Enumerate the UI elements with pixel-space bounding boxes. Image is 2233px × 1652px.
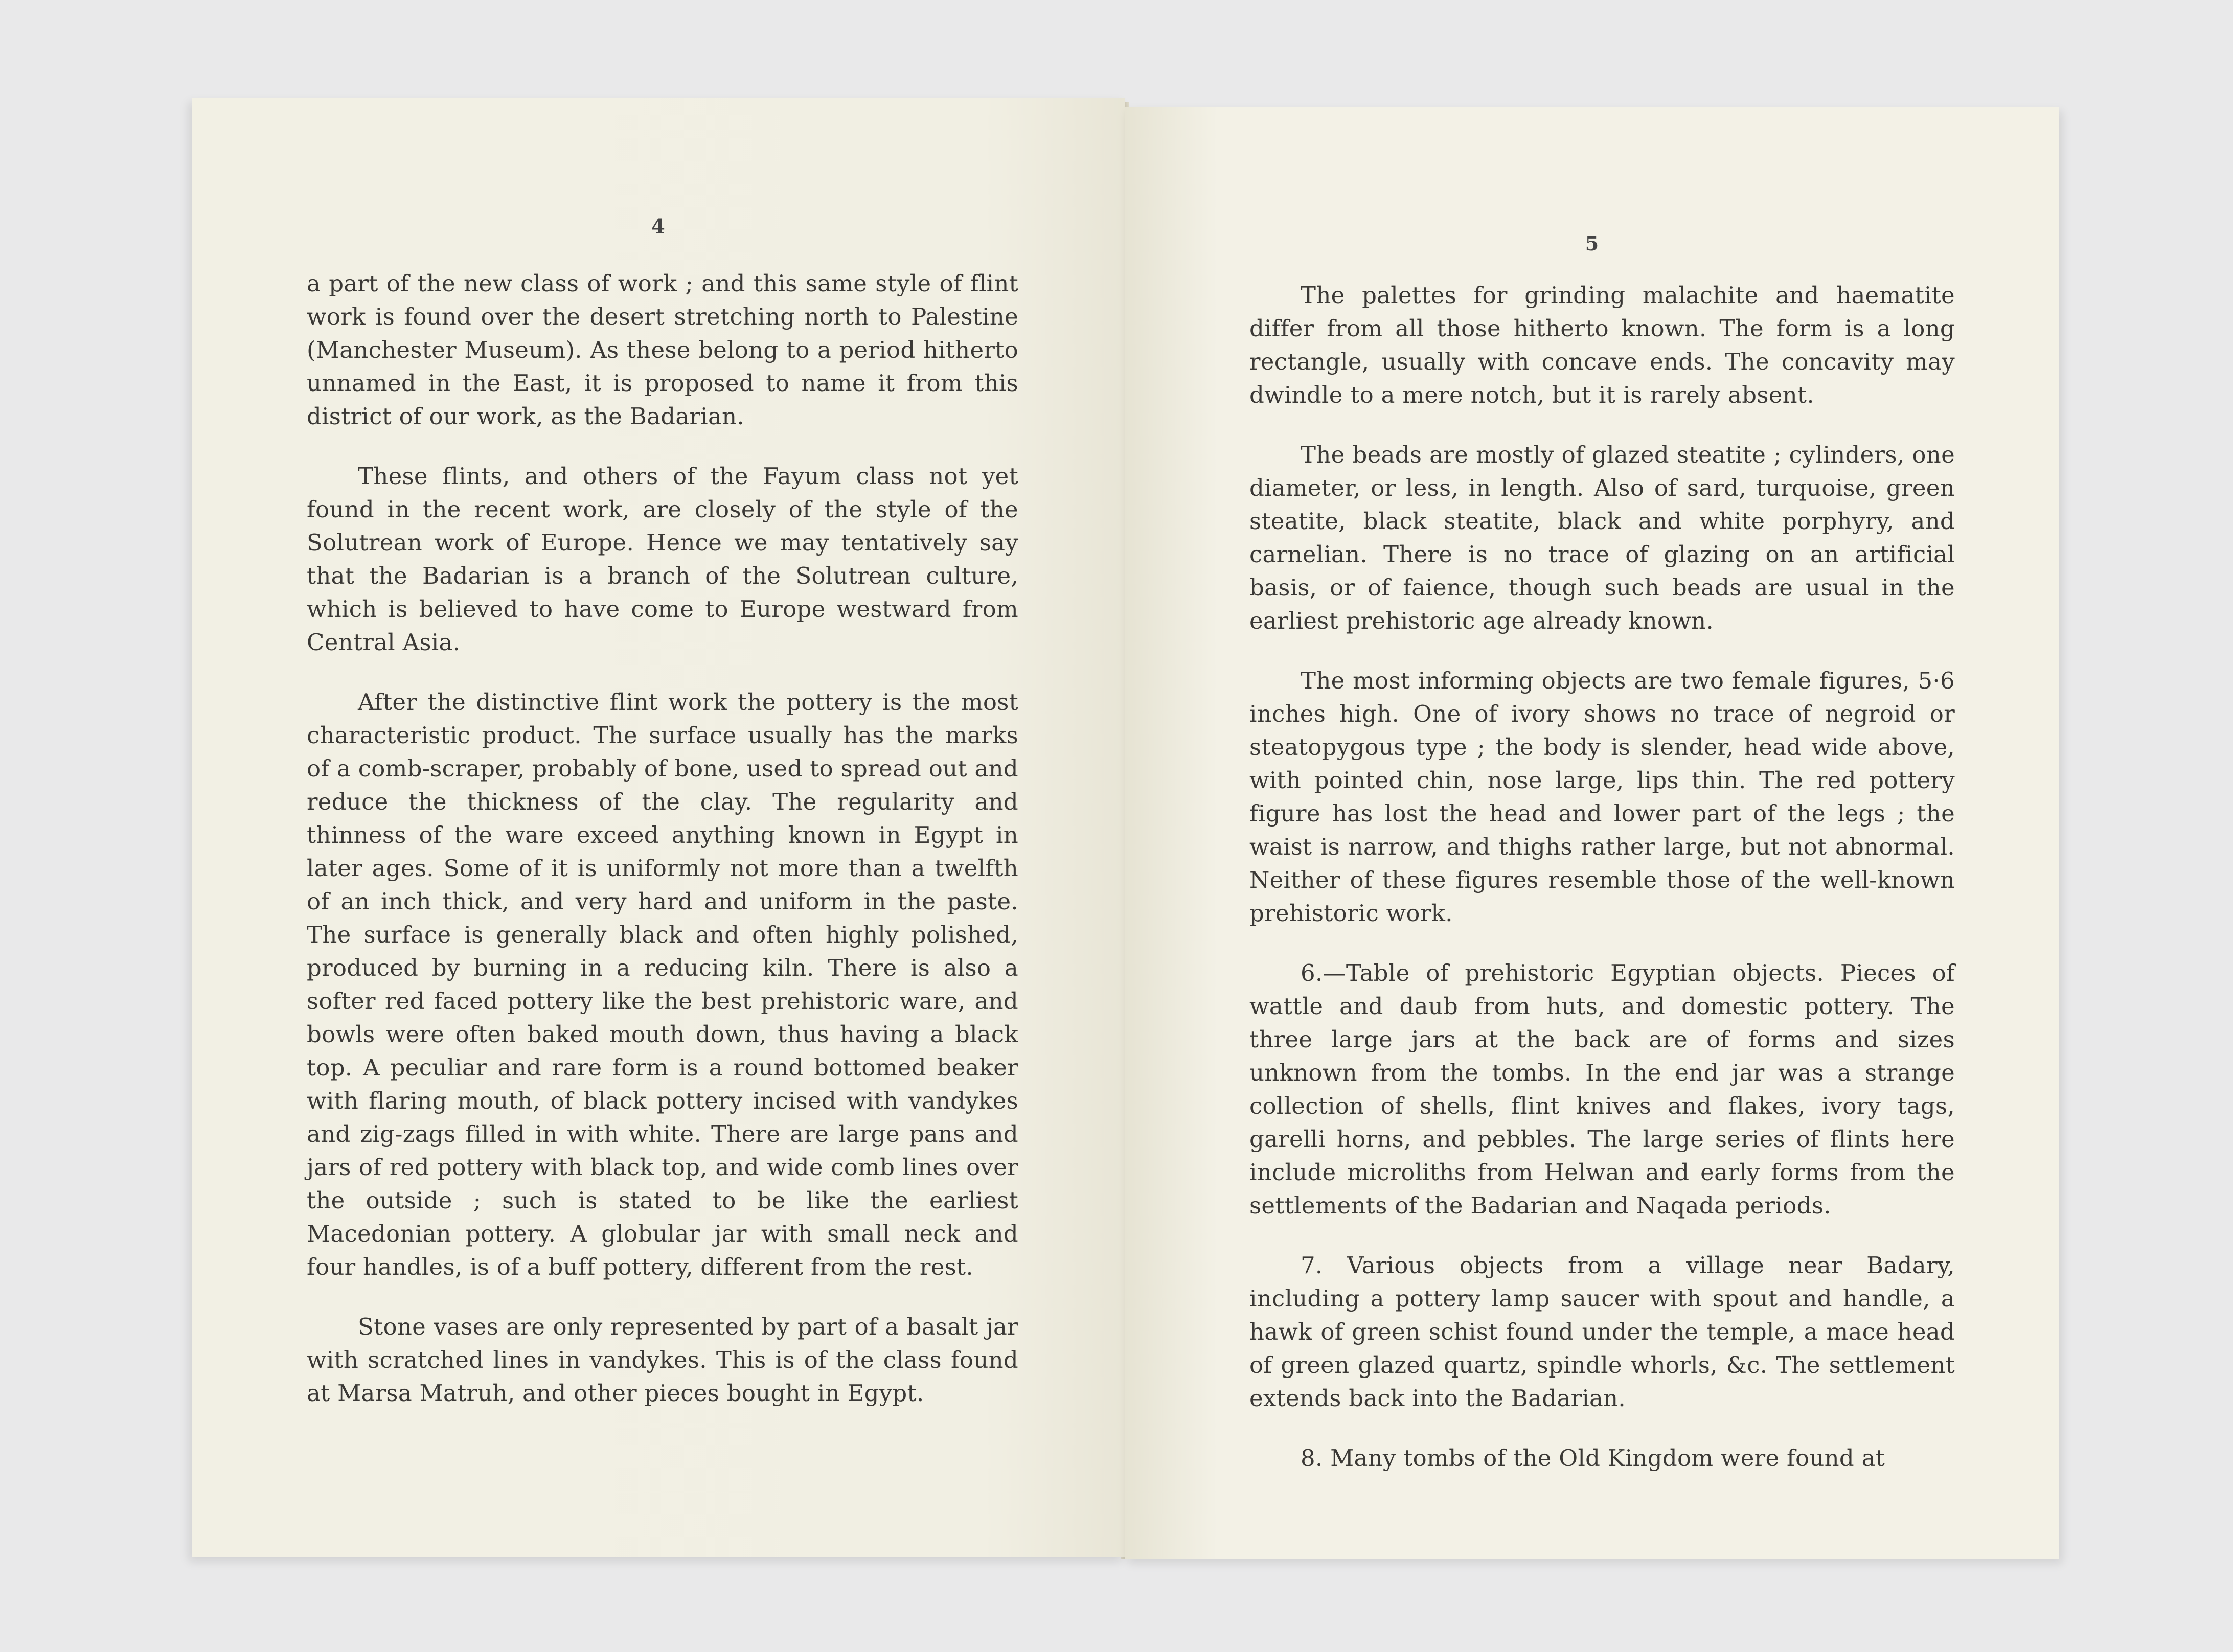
right-page [1125,107,2059,1559]
left-page [192,98,1125,1557]
right-page-text [1249,279,1955,1501]
paragraph: After the distinctive flint work the pottery is the most characteristic product. The surface usually has the marks of a comb-scraper, probably of bone, used to spread out and reduce the thickness of the clay. The regularity and thinness of the ware exceed anything known in Egypt in later ages. Some of it is uniformly not more than a twelfth of an inch thick, and very hard and uniform in the paste. The surface is generally black and often highly polished, produced by burning in a reducing kiln. There is also a softer red faced pottery like the best prehistoric ware, and bowls were often baked mouth down, thus having a black top. A peculiar and rare form is a round bottomed beaker with flaring mouth, of black pottery incised with vandykes and zig-zags filled in with white. There are large pans and jars of red pottery with black top, and wide comb lines over the outside ; such is stated to be like the earliest Macedonian pottery. A globular jar with small neck and four handles, is of a buff pottery, different from the rest. [307,689,1018,1280]
paragraph: 8. Many tombs of the Old Kingdom were found at [1301,1444,1885,1472]
paragraph: These flints, and others of the Fayum class not yet found in the recent work, are closely of the style of the Solutrean work of Europe. Hence we may tentatively say that the Badarian is a branch of the Solutrean culture, which is believed to have come to Europe westward from Central Asia. [307,463,1018,656]
paragraph: a part of the new class of work ; and this same style of flint work is found over the desert stretching north to Palestine (Manchester Museum). As these belong to a period hitherto unnamed in the East, it is proposed to name it from this district of our work, as the Badarian. [307,270,1018,430]
paragraph: Stone vases are only represented by part of a basalt jar with scratched lines in vandykes. This is of the class found at Marsa Matruh, and other pieces bought in Egypt. [307,1313,1018,1407]
paragraph: The most informing objects are two female figures, 5·6 inches high. One of ivory shows no trace of negroid or steatopygous type ; the body is slender, head wide above, with pointed chin, nose large, lips thin. The red pottery figure has lost the head and lower part of the legs ; the waist is narrow, and thighs rather large, but not abnormal. Neither of these figures resemble those of the well-known prehistoric work. [1249,667,1955,927]
page-number: 4 [651,215,665,238]
paragraph: 6.—Table of prehistoric Egyptian objects. Pieces of wattle and daub from huts, and domestic pottery. The three large jars at the back are of forms and sizes unknown from the tombs. In the end jar was a strange collection of shells, flint knives and flakes, ivory tags, garelli horns, and pebbles. The large series of flints here include microliths from Helwan and early forms from the settlements of the Badarian and Naqada periods. [1249,959,1955,1219]
paragraph: 7. Various objects from a village near Badary, including a pottery lamp saucer with spout and handle, a hawk of green schist found under the temple, a mace head of green glazed quartz, spindle whorls, &c. The settlement extends back into the Badarian. [1249,1252,1955,1412]
paragraph: The beads are mostly of glazed steatite ; cylinders, one diameter, or less, in length. Also of sard, turquoise, green steatite, black steatite, black and white porphyry, and carnelian. There is no trace of glazing on an artificial basis, or of faience, though such beads are usual in the earliest prehistoric age already known. [1249,441,1955,634]
left-page-text [307,267,1018,1436]
paragraph: The palettes for grinding malachite and haematite differ from all those hitherto known. The form is a long rectangle, usually with concave ends. The concavity may dwindle to a mere notch, but it is rarely absent. [1249,282,1955,408]
page-number: 5 [1585,232,1599,255]
